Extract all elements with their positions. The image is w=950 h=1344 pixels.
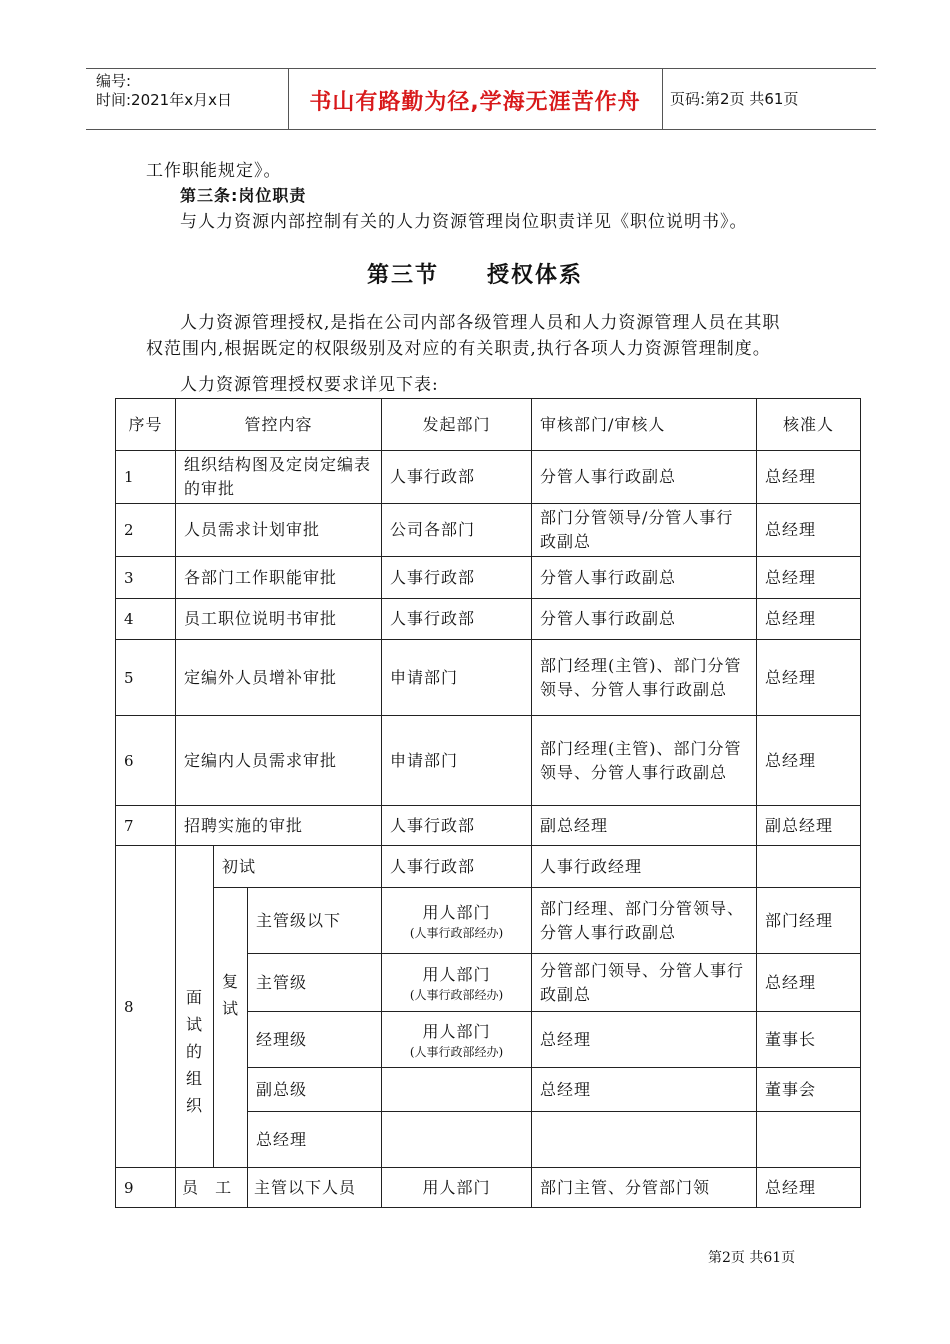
row-review: 部门经理(主管)、部门分管领导、分管人事行政副总 (532, 716, 757, 806)
row-number: 6 (116, 716, 176, 806)
row-content: 员工职位说明书审批 (176, 599, 382, 640)
authorization-table (115, 398, 861, 1208)
dept-name: 用人部门 (422, 902, 491, 922)
footer-page-number: 第2页 共61页 (708, 1250, 796, 1266)
level-cell: 主管级以下 (248, 888, 382, 954)
row-review: 分管人事行政副总 (532, 557, 757, 599)
header-time: 时间:2021年x月x日 (96, 91, 232, 109)
row-review: 分管人事行政副总 (532, 599, 757, 640)
table-row (116, 1168, 861, 1208)
row-number: 2 (116, 504, 176, 557)
row-content: 定编内人员需求审批 (176, 716, 382, 806)
row-review: 总经理 (532, 1068, 757, 1112)
table-row (116, 846, 861, 888)
level-cell: 经理级 (248, 1012, 382, 1068)
row-number: 8 (116, 846, 176, 1168)
row-group-label: 员 工 (176, 1168, 248, 1208)
row-approver: 总经理 (757, 451, 861, 504)
header-cell: 序号 (116, 399, 176, 451)
row-content: 招聘实施的审批 (176, 806, 382, 846)
row-approver (757, 846, 861, 888)
table-row (116, 716, 861, 806)
second-interview-label (214, 888, 248, 1168)
row-number: 5 (116, 640, 176, 716)
row-approver: 董事会 (757, 1068, 861, 1112)
level-cell: 主管级 (248, 954, 382, 1012)
header-cell: 发起部门 (382, 399, 532, 451)
row-dept: 人事行政部 (382, 846, 532, 888)
row-dept (382, 954, 532, 1012)
row-approver: 总经理 (757, 954, 861, 1012)
header-top-rule (86, 68, 876, 69)
page-header (86, 68, 876, 130)
row-dept: 申请部门 (382, 716, 532, 806)
row-dept: 申请部门 (382, 640, 532, 716)
header-number: 编号: (96, 72, 132, 90)
row-review: 人事行政经理 (532, 846, 757, 888)
row-review: 分管部门领导、分管人事行政副总 (532, 954, 757, 1012)
header-page-number: 页码:第2页 共61页 (670, 90, 799, 108)
row-dept: 人事行政部 (382, 557, 532, 599)
row-content: 定编外人员增补审批 (176, 640, 382, 716)
row-approver: 总经理 (757, 599, 861, 640)
row-approver (757, 1112, 861, 1168)
row-dept (382, 1112, 532, 1168)
table-row (116, 888, 861, 954)
second-interview-text: 复试 (221, 972, 239, 1018)
dept-name: 用人部门 (422, 1021, 491, 1041)
row-approver: 副总经理 (757, 806, 861, 846)
paragraph-line: 权范围内,根据既定的权限级别及对应的有关职责,执行各项人力资源管理制度。 (146, 339, 771, 359)
table-intro: 人力资源管理授权要求详见下表: (180, 375, 439, 395)
section-number: 第三节 (366, 262, 439, 288)
table-header-row (116, 399, 861, 451)
row-approver: 部门经理 (757, 888, 861, 954)
article-text: 与人力资源内部控制有关的人力资源管理岗位职责详见《职位说明书》。 (180, 212, 748, 232)
dept-name: 用人部门 (422, 964, 491, 984)
row-number: 4 (116, 599, 176, 640)
row-review (532, 1112, 757, 1168)
table-row (116, 557, 861, 599)
first-interview-label: 初试 (214, 846, 382, 888)
row-review: 部门经理、部门分管领导、分管人事行政副总 (532, 888, 757, 954)
dept-note: (人事行政部经办) (409, 987, 504, 1002)
header-meta (96, 72, 232, 110)
row-dept (382, 1068, 532, 1112)
row-approver: 总经理 (757, 1168, 861, 1208)
header-cell: 核准人 (757, 399, 861, 451)
row-group-label (176, 846, 214, 1168)
body-line: 工作职能规定》。 (146, 161, 282, 181)
row-content: 各部门工作职能审批 (176, 557, 382, 599)
row-group-text: 面试的组织 (185, 988, 203, 1115)
section-title (0, 258, 950, 289)
paragraph-line: 人力资源管理授权,是指在公司内部各级管理人员和人力资源管理人员在其职 (180, 313, 781, 333)
row-approver: 总经理 (757, 640, 861, 716)
row-number: 7 (116, 806, 176, 846)
row-review: 副总经理 (532, 806, 757, 846)
level-cell: 副总级 (248, 1068, 382, 1112)
header-cell: 审核部门/审核人 (532, 399, 757, 451)
row-review: 总经理 (532, 1012, 757, 1068)
table-row (116, 599, 861, 640)
table-row (116, 640, 861, 716)
dept-note: (人事行政部经办) (409, 925, 504, 940)
row-dept: 人事行政部 (382, 806, 532, 846)
row-number: 9 (116, 1168, 176, 1208)
row-content: 人员需求计划审批 (176, 504, 382, 557)
table-row (116, 806, 861, 846)
level-cell: 总经理 (248, 1112, 382, 1168)
row-review: 部门经理(主管)、部门分管领导、分管人事行政副总 (532, 640, 757, 716)
row-dept: 人事行政部 (382, 451, 532, 504)
row-dept (382, 888, 532, 954)
header-cell: 管控内容 (176, 399, 382, 451)
row-review: 分管人事行政副总 (532, 451, 757, 504)
row-review: 部门主管、分管部门领 (532, 1168, 757, 1208)
header-divider (662, 68, 663, 130)
article-title: 第三条:岗位职责 (180, 186, 307, 205)
row-approver: 总经理 (757, 716, 861, 806)
row-approver: 董事长 (757, 1012, 861, 1068)
header-bottom-rule (86, 129, 876, 130)
row-review: 部门分管领导/分管人事行政副总 (532, 504, 757, 557)
row-approver: 总经理 (757, 504, 861, 557)
row-content: 组织结构图及定岗定编表的审批 (176, 451, 382, 504)
row-approver: 总经理 (757, 557, 861, 599)
row-number: 1 (116, 451, 176, 504)
level-cell: 主管以下人员 (248, 1168, 382, 1208)
row-dept: 人事行政部 (382, 599, 532, 640)
row-dept (382, 1012, 532, 1068)
row-number: 3 (116, 557, 176, 599)
row-dept: 用人部门 (382, 1168, 532, 1208)
header-slogan: 书山有路勤为径,学海无涯苦作舟 (309, 90, 641, 115)
dept-note: (人事行政部经办) (409, 1044, 504, 1059)
table-row (116, 504, 861, 557)
table-row (116, 451, 861, 504)
section-name: 授权体系 (487, 262, 584, 288)
row-dept: 公司各部门 (382, 504, 532, 557)
